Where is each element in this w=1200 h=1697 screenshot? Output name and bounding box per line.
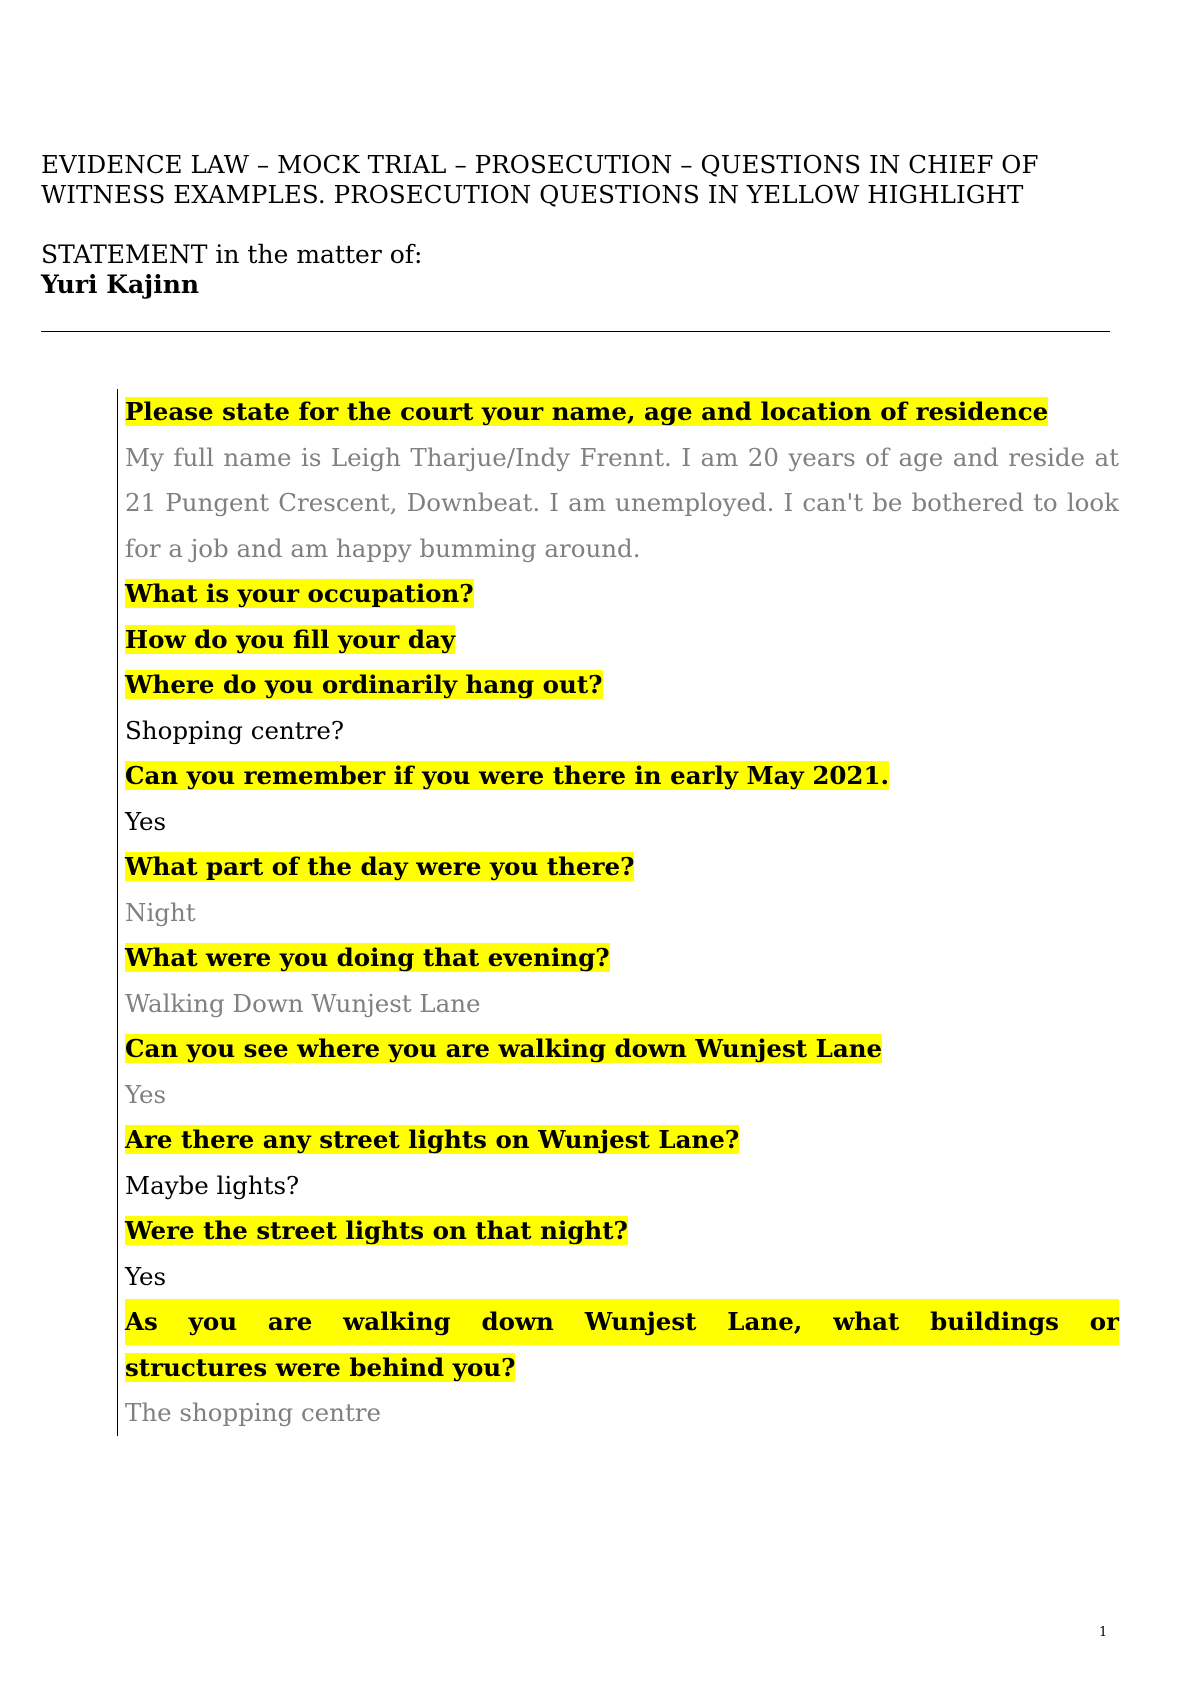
answer-line: Maybe lights? <box>125 1170 300 1200</box>
question-highlight: Were the street lights on that night? <box>125 1216 628 1245</box>
question-line <box>125 662 1119 708</box>
page-number: 1 <box>1099 1625 1108 1640</box>
question-line <box>125 753 1119 799</box>
question-highlight: What part of the day were you there? <box>125 852 635 881</box>
question-line <box>125 1117 1119 1163</box>
question-highlight: Where do you ordinarily hang out? <box>125 670 603 699</box>
answer-line: Yes <box>125 1079 167 1109</box>
question-highlight: What is your occupation? <box>125 579 474 608</box>
heading-line-2: WITNESS EXAMPLES. PROSECUTION QUESTIONS IN YELLOW HIGHLIGHT <box>41 180 1024 209</box>
question-highlight: How do you fill your day <box>125 624 456 654</box>
question-line <box>125 844 1119 890</box>
statement-label: STATEMENT in the matter of: <box>41 240 423 269</box>
question-highlight: What were you doing that evening? <box>125 943 610 972</box>
answer-line: Walking Down Wunjest Lane <box>125 988 481 1018</box>
question-line: As you are walking down Wunjest Lane, what buildings or <box>125 1299 1119 1345</box>
answer-line: Yes <box>125 1261 167 1291</box>
answer-line: Shopping centre? <box>125 715 344 745</box>
heading-line-1: EVIDENCE LAW – MOCK TRIAL – PROSECUTION – QUESTIONS IN CHIEF OF <box>41 150 1039 179</box>
question-highlight: Can you see where you are walking down Wunjest Lane <box>125 1034 883 1063</box>
answer-line: The shopping centre <box>125 1398 382 1427</box>
question-line <box>125 389 1119 435</box>
question-answer-list <box>117 389 1119 1436</box>
horizontal-divider <box>41 331 1110 332</box>
question-highlight: Can you remember if you were there in early May 2021. <box>125 761 890 790</box>
witness-name: Yuri Kajinn <box>41 270 200 299</box>
question-highlight: Please state for the court your name, age and location of residence <box>125 397 1049 426</box>
question-highlight: structures were behind you? <box>125 1352 516 1382</box>
question-line <box>125 617 1119 663</box>
question-line <box>125 1026 1119 1072</box>
statement-block <box>41 240 422 300</box>
question-line <box>125 571 1119 617</box>
question-line <box>125 935 1119 981</box>
question-line <box>125 1345 1119 1391</box>
document-heading <box>41 150 1121 210</box>
question-line <box>125 1208 1119 1254</box>
answer-line: My full name is Leigh Tharjue/Indy Frennt. I am 20 years of age and reside at 21 Pungent Crescent, Downbeat. I am unemployed. I can't be bothered to look for a job and am happy bumming around. <box>125 442 1119 563</box>
answer-line: Yes <box>125 806 167 836</box>
question-highlight: Are there any street lights on Wunjest Lane? <box>125 1125 740 1154</box>
answer-line: Night <box>125 897 196 927</box>
